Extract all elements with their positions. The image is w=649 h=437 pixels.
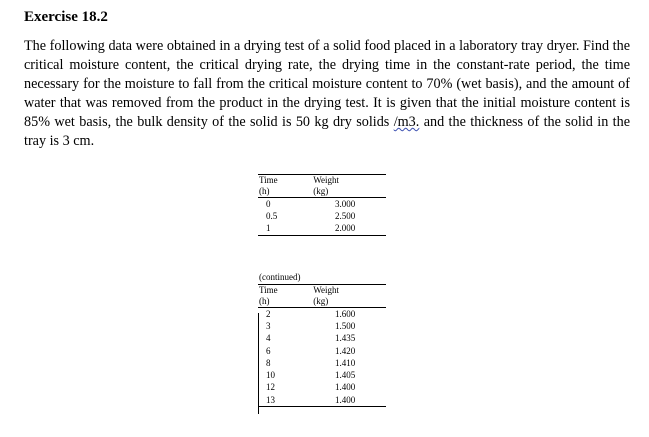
weight-unit-header: (kg) (304, 296, 386, 308)
table-1-body (258, 198, 386, 236)
time-header: Time (258, 285, 304, 297)
weight-cell: 1.405 (335, 370, 356, 381)
table-row (258, 369, 386, 381)
time-cell: 1 (258, 223, 304, 236)
table-2-left-rule (258, 313, 259, 414)
continued-label: (continued) (259, 272, 301, 282)
paragraph-main-text: The following data were obtained in a drying test of a solid food placed in a laboratory tray dryer. Find the critical moisture content, the critical drying rate, the drying time in the constant-rate period, the time necessary for the moisture to fall from the critical moisture content to 70% (wet basis), and the amount of water that was removed from the product in the drying test. It is given that the initial moisture content is 85% wet basis, the bulk density of the solid is 50 kg dry solids (24, 38, 630, 130)
exercise-paragraph (24, 37, 630, 151)
time-cell: 3 (266, 320, 271, 331)
table-2-body (258, 308, 386, 407)
drying-data-table-1 (258, 174, 386, 236)
weight-cell: 1.410 (335, 357, 356, 368)
weight-cell: 1.400 (335, 382, 356, 393)
weight-cell: 1.435 (335, 333, 356, 344)
time-cell: 2 (266, 308, 271, 319)
time-unit-header: (h) (258, 296, 304, 308)
table-row (258, 394, 386, 407)
table-row (258, 357, 386, 369)
table-row (258, 308, 386, 321)
drying-data-table-2 (258, 284, 386, 407)
time-cell: 10 (266, 370, 275, 381)
weight-cell: 1.600 (335, 308, 356, 319)
paragraph-end-text: and the thickness of the solid in the tray is 3 cm. (24, 114, 630, 149)
table-row (258, 320, 386, 332)
time-unit-header: (h) (258, 186, 304, 198)
time-cell: 0 (266, 198, 271, 209)
weight-unit-header: (kg) (304, 186, 386, 198)
exercise-title: Exercise 18.2 (24, 9, 108, 25)
time-header: Time (258, 175, 304, 187)
table-row (258, 345, 386, 357)
weight-header: Weight (304, 175, 386, 187)
table-row (258, 333, 386, 345)
time-cell: 4 (266, 333, 271, 344)
weight-cell: 1.400 (304, 394, 386, 407)
table-row (258, 210, 386, 222)
weight-cell: 1.420 (335, 345, 356, 356)
time-cell: 12 (266, 382, 275, 393)
weight-cell: 3.000 (335, 198, 356, 209)
density-unit-text: /m3. (393, 114, 420, 130)
time-cell: 8 (266, 357, 271, 368)
weight-cell: 2.500 (335, 210, 356, 221)
table-row (258, 382, 386, 394)
weight-cell: 2.000 (304, 223, 386, 236)
time-cell: 6 (266, 345, 271, 356)
table-row (258, 198, 386, 211)
time-cell: 13 (258, 394, 304, 407)
table-row (258, 223, 386, 236)
weight-header: Weight (304, 285, 386, 297)
time-cell: 0.5 (266, 210, 278, 221)
weight-cell: 1.500 (335, 320, 356, 331)
